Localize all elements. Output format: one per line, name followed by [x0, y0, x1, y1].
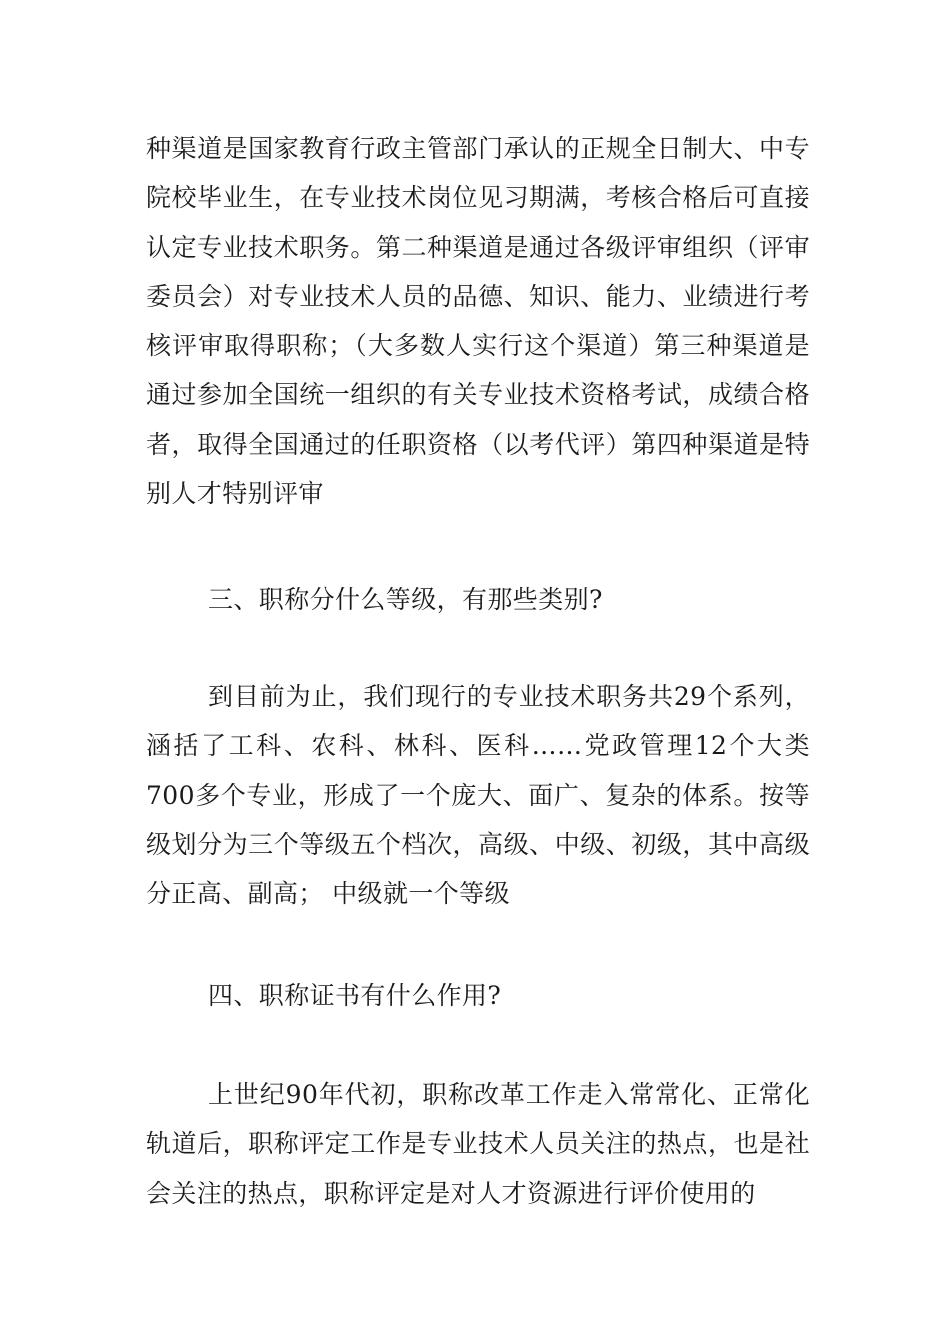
paragraph-certificate: 上世纪90年代初，职称改革工作走入常常化、正常化轨道后，职称评定工作是专业技术人员关注的热点，也是社会关注的热点，职称评定是对人才资源进行评价使用的 — [146, 1080, 810, 1208]
section-heading-3: 三、职称分什么等级，有那些类别? — [208, 585, 603, 614]
paragraph-channels: 种渠道是国家教育行政主管部门承认的正规全日制大、中专院校毕业生，在专业技术岗位见习期满，考核合格后可直接认定专业技术职务。第二种渠道是通过各级评审组织（评审委员会）对专业技术人员的品德、知识、能力、业绩进行考核评审取得职称；（大多数人实行这个渠道）第三种渠道是通过参加全国统一组织的有关专业技术资格考试，成绩合格者，取得全国通过的任职资格（以考代评）第四种渠道是特别人才特别评审 — [146, 134, 810, 509]
section-heading-4: 四、职称证书有什么作用? — [208, 981, 502, 1010]
paragraph-grades: 到目前为止，我们现行的专业技术职务共29个系列，涵括了工科、农科、林科、医科……党政管理12个大类700多个专业，形成了一个庞大、面广、复杂的体系。按等级划分为三个等级五个档次，高级、中级、初级，其中高级分正高、副高； 中级就一个等级 — [146, 682, 810, 909]
